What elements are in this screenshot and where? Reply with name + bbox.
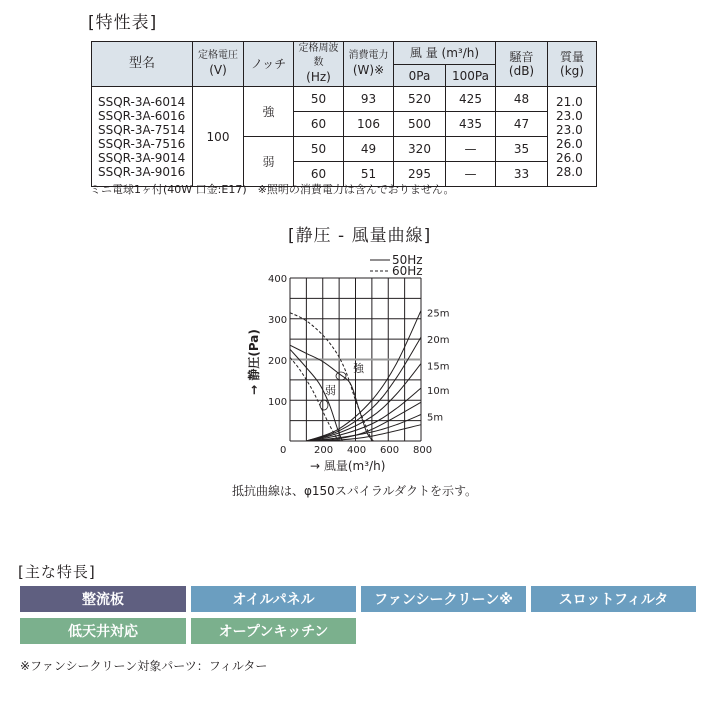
header-noise: 騒音 (dB) [496, 42, 548, 87]
spec-section-title: [特性表] [88, 13, 158, 33]
features-title: [主な特長] [18, 563, 96, 581]
model-list: SSQR-3A-6014 SSQR-3A-6016 SSQR-3A-7514 SSQR-3A-7516 SSQR-3A-9014 SSQR-3A-9016 [92, 87, 193, 187]
svg-text:200: 200 [314, 445, 334, 456]
cell-db: 47 [496, 112, 548, 137]
svg-text:25m: 25m [427, 308, 450, 320]
cell-hz: 50 [294, 87, 344, 112]
svg-text:200: 200 [268, 356, 288, 367]
cell-db: 48 [496, 87, 548, 112]
svg-text:400: 400 [347, 445, 367, 456]
chart-caption: 抵抗曲線は、φ150スパイラルダクトを示す。 [232, 484, 478, 498]
svg-text:800: 800 [413, 445, 433, 456]
notch-weak: 弱 [244, 137, 294, 187]
feature-badge-fancy-clean: ファンシークリーン※ [361, 586, 526, 612]
header-airflow: 風 量 (m³/h) [394, 42, 496, 65]
cell-watt: 106 [344, 112, 394, 137]
cell-hz: 50 [294, 137, 344, 162]
svg-text:600: 600 [380, 445, 400, 456]
resistance-labels [427, 309, 449, 424]
voltage-value: 100 [193, 87, 244, 187]
header-notch: ノッチ [244, 42, 294, 87]
header-voltage: 定格電圧 (V) [193, 42, 244, 87]
y-axis-label [246, 329, 261, 395]
cell-air0: 295 [394, 162, 446, 187]
svg-text:15m: 15m [427, 361, 450, 373]
header-airflow-100pa: 100Pa [446, 65, 496, 87]
svg-text:→ 静圧(Pa): → 静圧(Pa) [247, 329, 261, 395]
svg-text:60Hz: 60Hz [392, 264, 423, 278]
cell-air100: 435 [446, 112, 496, 137]
header-power: 消費電力 (W)※ [344, 42, 394, 87]
cell-watt: 93 [344, 87, 394, 112]
header-model: 型名 [92, 42, 193, 87]
features-footnote: ※ファンシークリーン対象パーツ：フィルター [20, 659, 268, 673]
svg-text:100: 100 [268, 397, 288, 408]
x-axis-label: → 風量(m³/h) [310, 459, 386, 473]
pressure-airflow-chart [230, 248, 470, 478]
cell-air100: 425 [446, 87, 496, 112]
cell-watt: 51 [344, 162, 394, 187]
cell-air0: 520 [394, 87, 446, 112]
spec-footnote: ミニ電球1ヶ付(40W 口金:E17) ※照明の消費電力は含んでおりません。 [90, 183, 455, 196]
cell-air100: — [446, 162, 496, 187]
feature-badge-rectifier-plate: 整流板 [20, 586, 186, 612]
svg-text:10m: 10m [427, 386, 450, 398]
svg-text:400: 400 [268, 274, 288, 285]
svg-text:5m: 5m [427, 412, 444, 424]
svg-text:20m: 20m [427, 335, 450, 347]
feature-badge-oil-panel: オイルパネル [191, 586, 356, 612]
svg-text:0: 0 [280, 445, 287, 456]
svg-text:50Hz: 50Hz [392, 253, 423, 267]
cell-air0: 500 [394, 112, 446, 137]
label-weak: 弱 [325, 384, 336, 397]
feature-badge-low-ceiling: 低天井対応 [20, 618, 186, 644]
curve-弱 60Hz [290, 357, 338, 441]
header-airflow-0pa: 0Pa [394, 65, 446, 87]
svg-text:300: 300 [268, 315, 288, 326]
feature-badge-open-kitchen: オープンキッチン [191, 618, 356, 644]
curve-強 60Hz [290, 313, 372, 441]
cell-db: 33 [496, 162, 548, 187]
label-strong: 強 [353, 362, 364, 375]
weight-list: 21.0 23.0 23.0 26.0 26.0 28.0 [548, 87, 597, 187]
feature-badge-slot-filter: スロットフィルタ [531, 586, 696, 612]
header-frequency: 定格周波数 (Hz) [294, 42, 344, 87]
cell-air100: — [446, 137, 496, 162]
cell-air0: 320 [394, 137, 446, 162]
table-row [92, 87, 597, 112]
cell-watt: 49 [344, 137, 394, 162]
cell-hz: 60 [294, 162, 344, 187]
spec-table [91, 41, 597, 187]
chart-title: [静圧 - 風量曲線] [288, 226, 432, 246]
cell-hz: 60 [294, 112, 344, 137]
header-weight: 質量 (kg) [548, 42, 597, 87]
cell-db: 35 [496, 137, 548, 162]
resistance-curve-20m [306, 337, 421, 441]
chart-legend [370, 253, 423, 278]
notch-strong: 強 [244, 87, 294, 137]
